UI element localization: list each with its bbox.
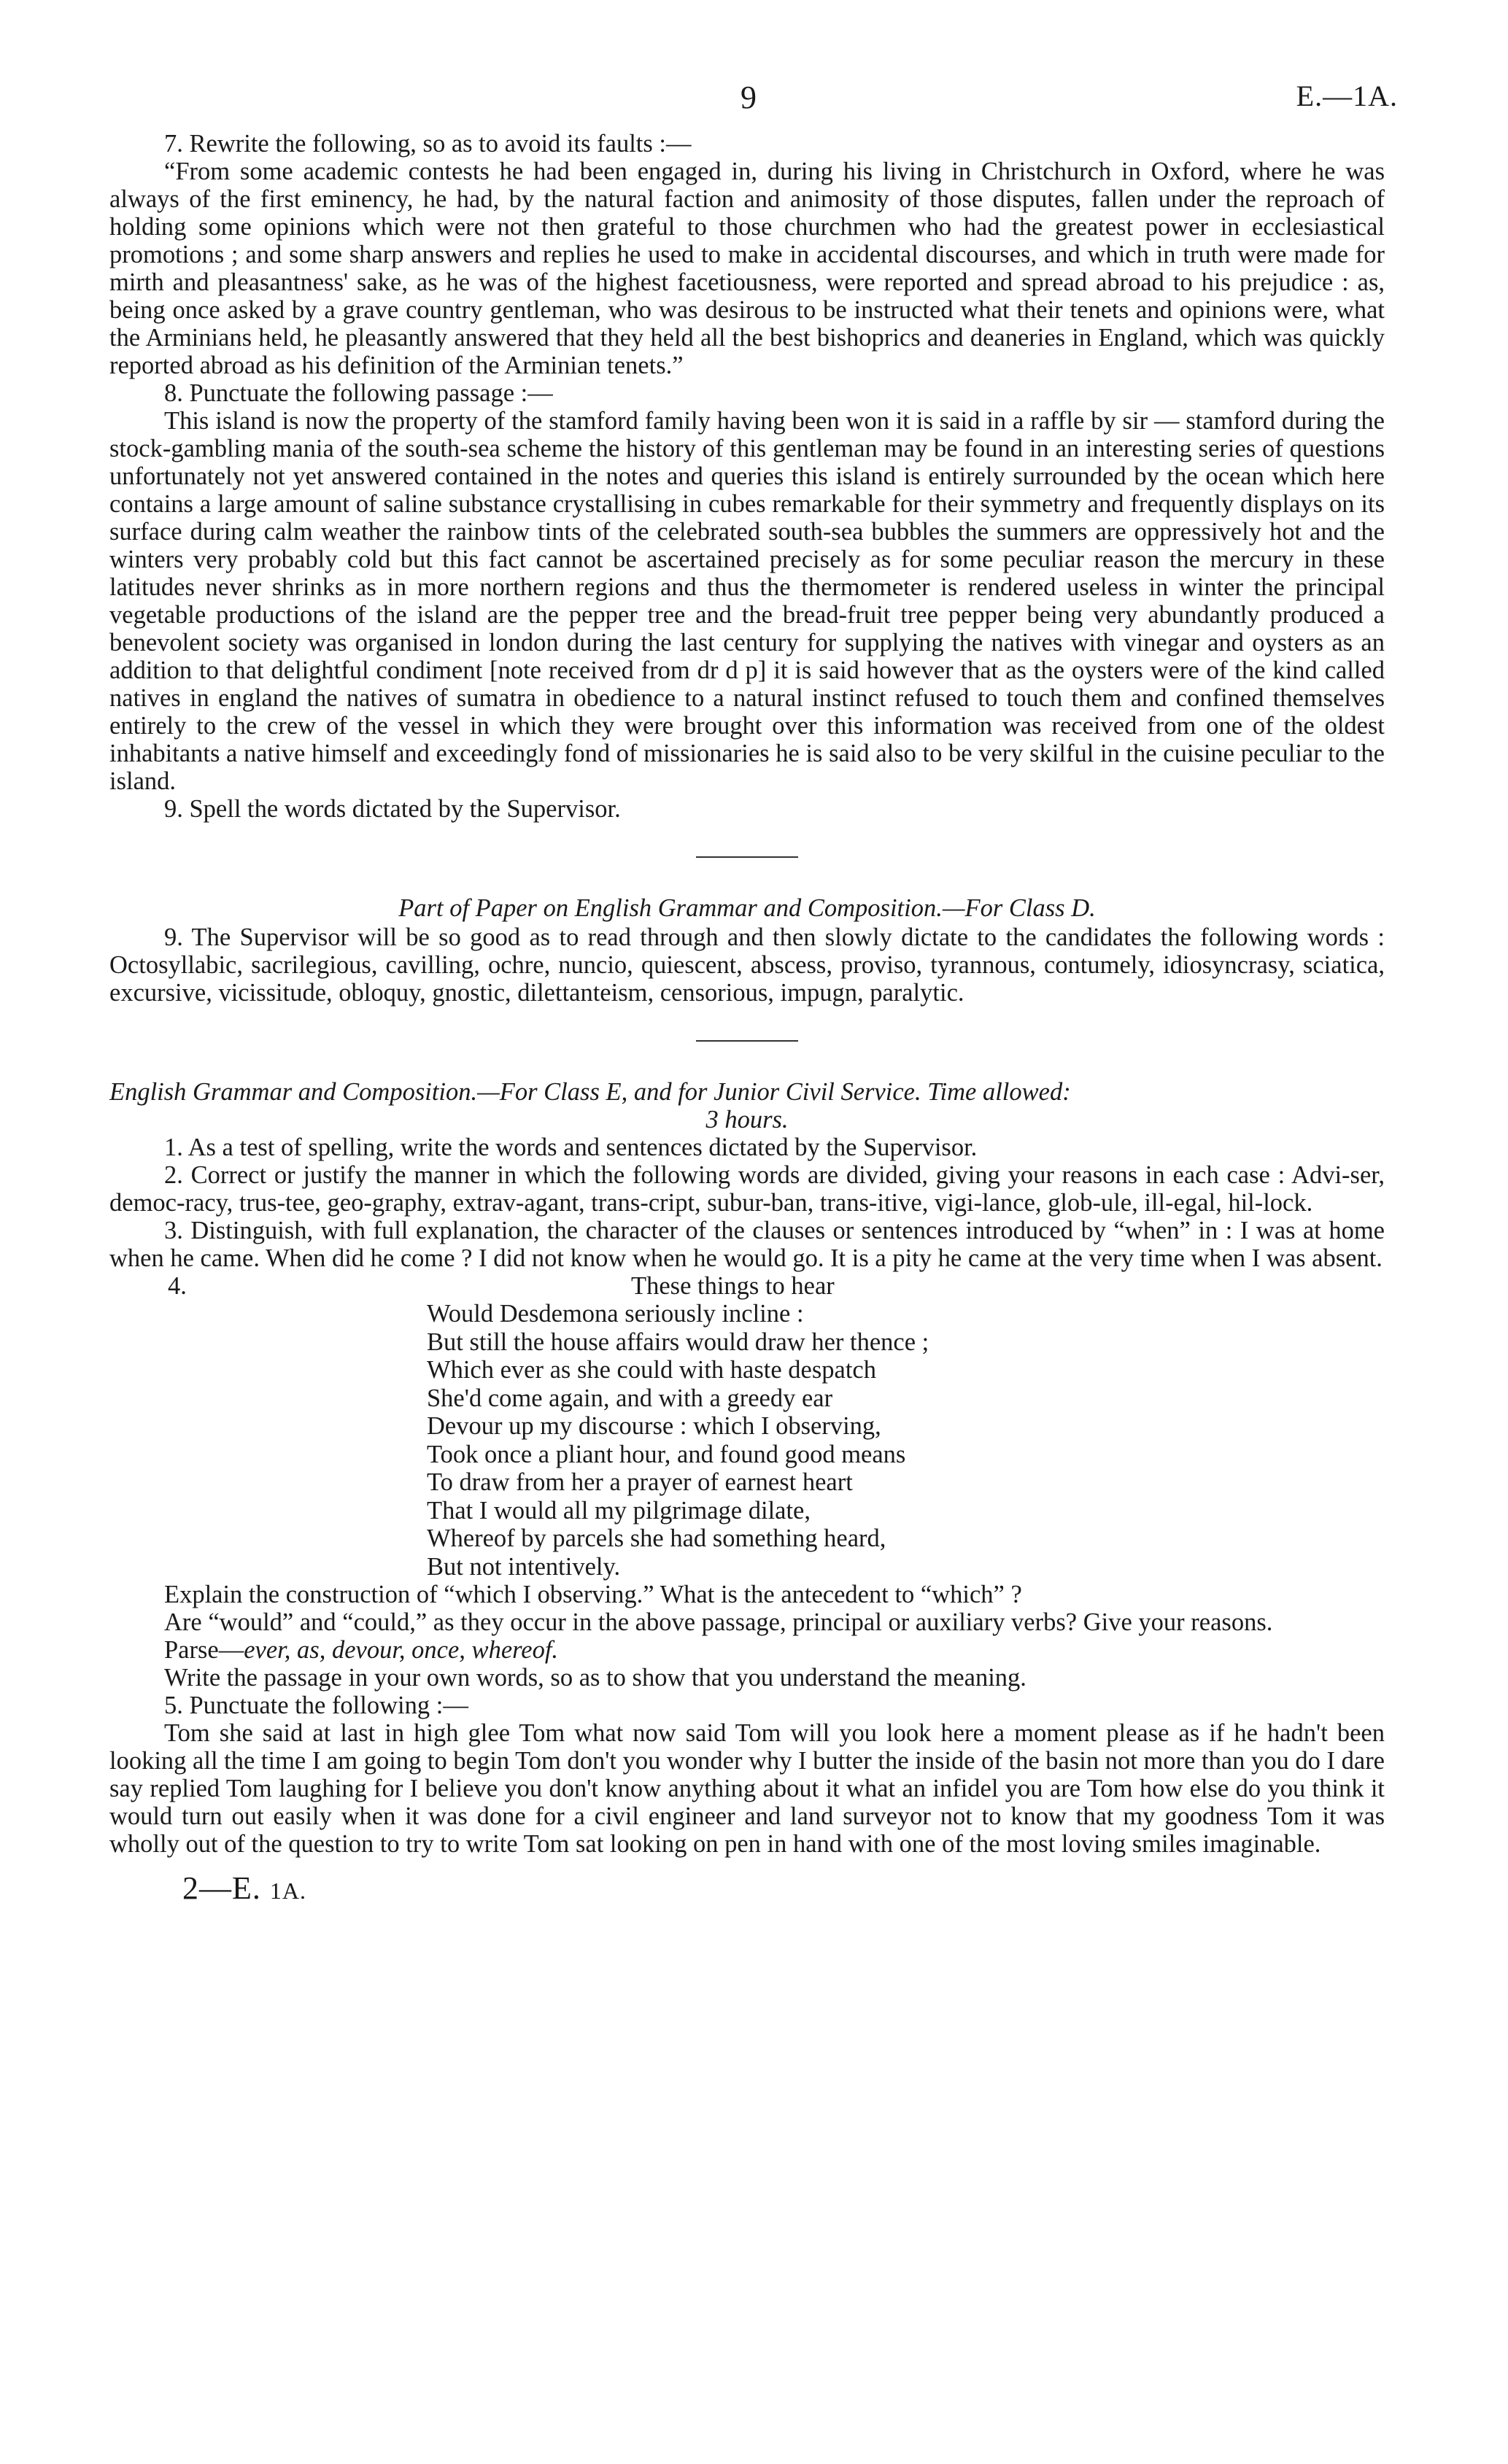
section-class-e [109, 1078, 1385, 1858]
poem-line: Would Desdemona seriously incline : [427, 1300, 804, 1328]
question-9-dictation: 9. The Supervisor will be so good as to read through and then slowly dictate to the candidates the following words : Octosyllabic, sacrilegious, cavilling, ochre, nuncio, quiescent, abscess, proviso, tyrannous, contumely, idiosyncrasy, sciatica, excursive, vicissitude, obloquy, gnostic, dilettanteism, censorious, impugn, paralytic. [109, 923, 1385, 1007]
time-allowed: 3 hours. [705, 1106, 789, 1134]
question-1: 1. As a test of spelling, write the words and sentences dictated by the Supervisor. [164, 1134, 978, 1161]
poem-line: Which ever as she could with haste despatch [427, 1356, 876, 1384]
section-heading-class-e: English Grammar and Composition.—For Class E, and for Junior Civil Service. Time allowed: [109, 1078, 1071, 1106]
poem-line: Whereof by parcels she had something heard, [427, 1524, 886, 1552]
question-4-verbs: Are “would” and “could,” as they occur in the above passage, principal or auxiliary verbs? Give your reasons. [164, 1608, 1273, 1636]
question-4-parse [109, 1636, 1385, 1664]
page-header [109, 79, 1398, 130]
poem-line: But still the house affairs would draw her thence ; [427, 1328, 929, 1356]
question-5-passage: Tom she said at last in high glee Tom what now said Tom will you look here a moment please as if he hadn't been looking all the time I am going to begin Tom don't you wonder why I butter the inside of the basin not more than you do I dare say replied Tom laughing for I believe you don't know anything about it what an infidel you are Tom how else do you think it would turn out easily when it was done for a civil engineer and land surveyor not to know that my goodness Tom it was wholly out of the question to try to write Tom sat looking on pen in hand with one of the most loving smiles imaginable. [109, 1719, 1385, 1858]
parse-label: Parse— [164, 1636, 244, 1664]
poem-line: Devour up my discourse : which I observing, [427, 1412, 881, 1440]
signature-suffix: 1A. [269, 1878, 306, 1904]
question-4-number: 4. [168, 1272, 187, 1300]
section-divider [696, 1040, 798, 1042]
question-9: 9. Spell the words dictated by the Supervisor. [164, 795, 621, 823]
question-4-explain: Explain the construction of “which I observing.” What is the antecedent to “which” ? [164, 1581, 1022, 1608]
poem-first-line: These things to hear [631, 1272, 835, 1300]
question-7-passage: “From some academic contests he had been engaged in, during his living in Christchurch in Oxford, where he was always of the first eminency, he had, by the natural faction and animosity of those disputes, fallen under the reproach of holding some opinions which were not then grateful to those churchmen who had the greatest power in ecclesiastical promotions ; and some sharp answers and replies he used to make in accidental discourses, and which in truth were made for mirth and pleasantness' sake, as he was of the highest facetiousness, were reported and spread abroad to his prejudice : as, being once asked by a grave country gentleman, who was desirous to be instructed what their tenets and opinions were, what the Arminians held, he pleasantly answered that they held all the best bishoprics and deaneries in England, which was quickly reported abroad as his definition of the Arminian tenets.” [109, 158, 1385, 379]
question-7-intro: 7. Rewrite the following, so as to avoid its faults :— [164, 130, 692, 158]
section-divider [696, 856, 798, 858]
question-8-intro: 8. Punctuate the following passage :— [164, 379, 553, 407]
document-page [109, 79, 1398, 1907]
question-5-intro: 5. Punctuate the following :— [164, 1692, 468, 1719]
poem-line: That I would all my pilgrimage dilate, [427, 1496, 811, 1524]
poem-line: To draw from her a prayer of earnest heart [427, 1468, 853, 1496]
section-class-d [109, 894, 1385, 1007]
poem-line: But not intentively. [427, 1552, 621, 1581]
poem-line: She'd come again, and with a greedy ear [427, 1384, 833, 1412]
section-class-c [109, 130, 1385, 823]
section-heading-class-d: Part of Paper on English Grammar and Composition.—For Class D. [398, 894, 1096, 922]
question-3: 3. Distinguish, with full explanation, the character of the clauses or sentences introduced by “when” in : I was at home when he came. When did he come ? I did not know when he would go. It is a pity he came at the very time when I was absent. [109, 1217, 1385, 1272]
poem-extract [427, 1300, 1385, 1581]
page-number: 9 [741, 80, 757, 115]
question-4-write: Write the passage in your own words, so as to show that you understand the meaning. [164, 1664, 1026, 1692]
question-4-header [109, 1272, 1385, 1300]
poem-line: Took once a pliant hour, and found good means [427, 1440, 906, 1468]
question-8-passage: This island is now the property of the stamford family having been won it is said in a raffle by sir — stamford during the stock-gambling mania of the south-sea scheme the history of this gentleman may be found in an interesting series of questions unfortunately not yet answered contained in the notes and queries this island is entirely surrounded by the ocean which here contains a large amount of saline substance crystallising in cubes remarkable for their symmetry and frequently displays on its surface during calm weather the rainbow tints of the celebrated south-sea bubbles the summers are oppressively hot and the winters very probably cold but this fact cannot be ascertained precisely as for some peculiar reason the mercury in these latitudes never shrinks as in more northern regions and thus the thermometer is rendered useless in winter the principal vegetable productions of the island are the pepper tree and the bread-fruit tree pepper being very abundantly produced a benevolent society was organised in london during the last century for supplying the natives with vinegar and oysters as an addition to that delightful condiment [note received from dr d p] it is said however that as the oysters were of the kind called natives in england the natives of sumatra in obedience to a natural instinct refused to touch them and confined themselves entirely to the crew of the vessel in which they were brought over this information was received from one of the oldest inhabitants a native himself and exceedingly fond of missionaries he is said also to be very skilful in the cuisine peculiar to the island. [109, 407, 1385, 795]
question-2: 2. Correct or justify the manner in which the following words are divided, giving your reasons in each case : Advi-ser, democ-racy, trus-tee, geo-graphy, extrav-agant, trans-cript, subur-ban, trans-itive, vigi-lance, glob-ule, ill-egal, hil-lock. [109, 1161, 1385, 1217]
document-reference: E.—1A. [1296, 80, 1398, 112]
parse-words: ever, as, devour, once, whereof. [244, 1636, 559, 1664]
signature-main: 2—E. [182, 1870, 261, 1906]
signature-mark [182, 1870, 1385, 1907]
